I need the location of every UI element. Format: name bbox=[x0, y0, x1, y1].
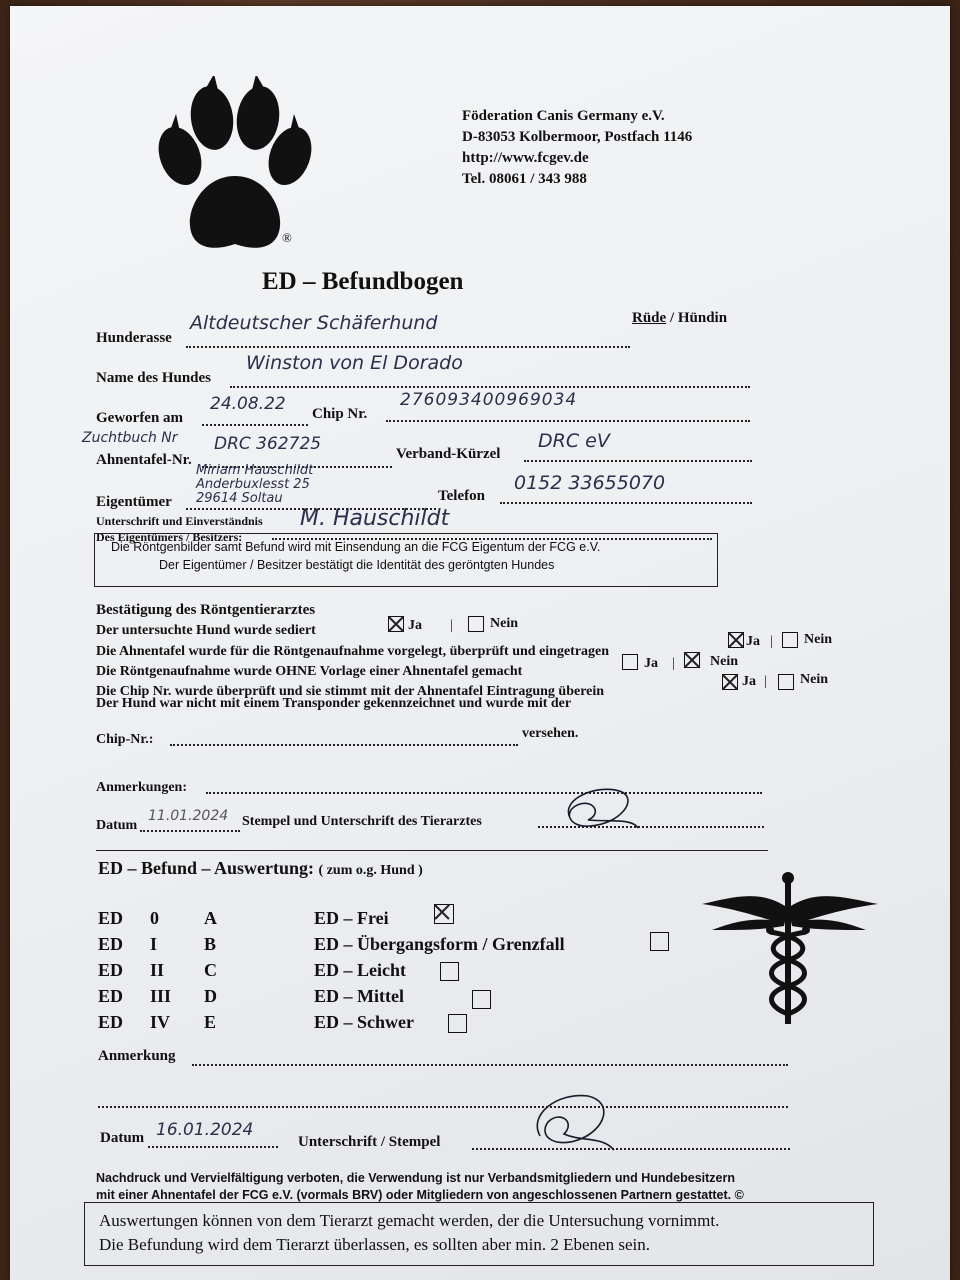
org-phone: Tel. 08061 / 343 988 bbox=[462, 171, 587, 187]
org-address: D-83053 Kolbermoor, Postfach 1146 bbox=[462, 129, 693, 145]
org-url: http://www.fcgev.de bbox=[462, 150, 589, 166]
grade-roman: I bbox=[150, 934, 158, 954]
copyright-notice bbox=[96, 1170, 744, 1204]
grade-label: ED – Schwer bbox=[314, 1012, 414, 1032]
chip-match-ja-label: Ja bbox=[742, 674, 756, 689]
club-value: DRC eV bbox=[538, 430, 610, 452]
grade-roman: IV bbox=[150, 1012, 171, 1032]
eval-date-label: Datum bbox=[100, 1130, 145, 1146]
owner-city: 29614 Soltau bbox=[196, 491, 283, 506]
transponder-text: Der Hund war nicht mit einem Transponder gekennzeichnet und wurde mit der bbox=[96, 696, 572, 711]
caduceus-icon bbox=[700, 868, 880, 1028]
grade-letter: E bbox=[204, 1012, 217, 1032]
grade-mild-checkbox[interactable] bbox=[440, 962, 459, 981]
sedated-nein-checkbox[interactable] bbox=[468, 616, 484, 632]
sex-male-label: Rüde bbox=[632, 310, 667, 326]
chip-match-ja-checkbox[interactable] bbox=[722, 674, 738, 690]
vet-date-value: 11.01.2024 bbox=[148, 808, 229, 824]
copyright-line-1: Nachdruck und Vervielfältigung verboten, die Verwendung ist nur Verbandsmitgliedern und Hundebesitzern bbox=[96, 1171, 735, 1185]
born-value: 24.08.22 bbox=[210, 394, 286, 414]
sedated-ja-checkbox[interactable] bbox=[388, 616, 404, 632]
no-pedigree-ja-checkbox[interactable] bbox=[622, 654, 638, 670]
grade-letter: C bbox=[204, 960, 217, 980]
grade-letter: B bbox=[204, 934, 217, 954]
vet-item-sedated: Der untersuchte Hund wurde sediert bbox=[96, 623, 316, 638]
club-label: Verband-Kürzel bbox=[396, 446, 501, 462]
page-title: ED – Befundbogen bbox=[262, 268, 464, 295]
grade-code: ED bbox=[98, 986, 124, 1006]
paw-print-icon bbox=[150, 76, 320, 256]
owner-street: Anderbuxlesst 25 bbox=[196, 477, 310, 492]
eval-signature-scribble bbox=[518, 1086, 618, 1158]
pedigree-label: Ahnentafel-Nr. bbox=[96, 452, 192, 468]
evaluation-note: ( zum o.g. Hund ) bbox=[318, 863, 423, 878]
phone-label: Telefon bbox=[438, 488, 485, 504]
grade-roman: III bbox=[150, 986, 172, 1006]
no-pedigree-nein-label: Nein bbox=[710, 654, 738, 669]
vet-item-chip-match: Die Chip Nr. wurde überprüft und sie stimmt mit der Ahnentafel Eintragung überein bbox=[96, 684, 605, 699]
chip-value: 276093400969034 bbox=[400, 390, 578, 410]
chip-match-nein-checkbox[interactable] bbox=[778, 674, 794, 690]
no-pedigree-ja-label: Ja bbox=[644, 656, 658, 671]
grade-roman: 0 bbox=[150, 908, 159, 928]
grade-letter: A bbox=[204, 908, 217, 928]
signature-label-2: Des Eigentümers / Besitzers: bbox=[96, 530, 243, 544]
dog-name-label: Name des Hundes bbox=[96, 370, 212, 386]
footer-box-line-1: Auswertungen können von dem Tierarzt gemacht werden, der die Untersuchung vornimmt. bbox=[99, 1211, 720, 1230]
eval-signature-label: Unterschrift / Stempel bbox=[298, 1134, 441, 1150]
chip-match-nein-label: Nein bbox=[800, 672, 828, 687]
grade-frei-checkbox[interactable] bbox=[434, 904, 454, 924]
born-label: Geworfen am bbox=[96, 410, 184, 426]
owner-label: Eigentümer bbox=[96, 494, 172, 510]
eval-date-value: 16.01.2024 bbox=[156, 1120, 254, 1140]
sedated-separator: | bbox=[450, 618, 453, 633]
notice-line-1: Die Röntgenbilder samt Befund wird mit Einsendung an die FCG Eigentum der FCG e.V. bbox=[111, 540, 601, 554]
grade-letter: D bbox=[204, 986, 217, 1006]
vet-signature-scribble bbox=[550, 778, 640, 840]
breed-label: Hunderasse bbox=[96, 330, 172, 346]
sedated-ja-label: Ja bbox=[408, 618, 422, 633]
no-pedigree-nein-checkbox[interactable] bbox=[684, 652, 700, 668]
vet-stamp-label: Stempel und Unterschrift des Tierarztes bbox=[242, 814, 482, 829]
owner-name: Miriam Hauschildt bbox=[196, 463, 314, 478]
copyright-line-2: mit einer Ahnentafel der FCG e.V. (vormals BRV) oder Mitgliedern von angeschlossenen Partnern gestattet. © bbox=[96, 1188, 744, 1202]
registered-mark: ® bbox=[282, 230, 292, 245]
grade-severe-checkbox[interactable] bbox=[448, 1014, 467, 1033]
grade-label: ED – Leicht bbox=[314, 960, 406, 980]
pedigree-nein-checkbox[interactable] bbox=[782, 632, 798, 648]
vet-item-pedigree: Die Ahnentafel wurde für die Röntgenaufnahme vorgelegt, überprüft und eingetragen bbox=[96, 644, 610, 659]
chip-match-separator: | bbox=[764, 674, 767, 689]
sedated-nein-label: Nein bbox=[490, 616, 518, 631]
remarks-label: Anmerkungen: bbox=[96, 780, 188, 795]
dog-name-value: Winston von El Dorado bbox=[246, 352, 463, 374]
grade-label: ED – Frei bbox=[314, 908, 389, 928]
grade-borderline-checkbox[interactable] bbox=[650, 932, 669, 951]
phone-value: 0152 33655070 bbox=[514, 472, 666, 494]
org-name: Föderation Canis Germany e.V. bbox=[462, 108, 665, 124]
owner-signature: M. Hauschildt bbox=[300, 506, 450, 531]
pedigree-nein-label: Nein bbox=[804, 632, 832, 647]
pedigree-separator: | bbox=[770, 634, 773, 649]
section-divider bbox=[96, 850, 768, 851]
footer-box-line-2: Die Befundung wird dem Tierarzt überlassen, es sollten aber min. 2 Ebenen sein. bbox=[99, 1235, 650, 1254]
chip-nr-label: Chip-Nr.: bbox=[96, 732, 154, 747]
grade-code: ED bbox=[98, 1012, 124, 1032]
evaluation-title: ED – Befund – Auswertung: bbox=[98, 858, 315, 878]
chip-label: Chip Nr. bbox=[312, 406, 368, 422]
signature-label-1: Unterschrift und Einverständnis bbox=[96, 514, 263, 528]
breed-value: Altdeutscher Schäferhund bbox=[190, 312, 438, 334]
chip-nr-suffix: versehen. bbox=[522, 726, 579, 741]
vet-heading: Bestätigung des Röntgentierarztes bbox=[96, 602, 316, 618]
sex-separator: / bbox=[669, 310, 675, 326]
grade-code: ED bbox=[98, 960, 124, 980]
sex-selector bbox=[632, 310, 727, 327]
grade-code: ED bbox=[98, 908, 124, 928]
grade-moderate-checkbox[interactable] bbox=[472, 990, 491, 1009]
evaluation-heading bbox=[98, 858, 423, 879]
grade-label: ED – Mittel bbox=[314, 986, 404, 1006]
notice-box bbox=[94, 533, 718, 587]
sex-female-label: Hündin bbox=[677, 310, 728, 326]
owner-address bbox=[196, 464, 313, 506]
no-pedigree-separator: | bbox=[672, 656, 675, 671]
grade-code: ED bbox=[98, 934, 124, 954]
notice-line-2: Der Eigentümer / Besitzer bestätigt die Identität des geröntgten Hundes bbox=[159, 558, 555, 572]
grade-roman: II bbox=[150, 960, 165, 980]
footer-box bbox=[84, 1202, 874, 1266]
pedigree-value: DRC 362725 bbox=[214, 434, 322, 454]
form-sheet bbox=[10, 6, 950, 1280]
vet-date-label: Datum bbox=[96, 818, 138, 833]
studbook-note: Zuchtbuch Nr bbox=[82, 430, 178, 446]
pedigree-ja-label: Ja bbox=[746, 634, 760, 649]
remark-label: Anmerkung bbox=[98, 1048, 176, 1064]
vet-item-no-pedigree: Die Röntgenaufnahme wurde OHNE Vorlage einer Ahnentafel gemacht bbox=[96, 664, 523, 679]
pedigree-ja-checkbox[interactable] bbox=[728, 632, 744, 648]
org-info bbox=[462, 106, 692, 190]
grade-label: ED – Übergangsform / Grenzfall bbox=[314, 934, 565, 954]
